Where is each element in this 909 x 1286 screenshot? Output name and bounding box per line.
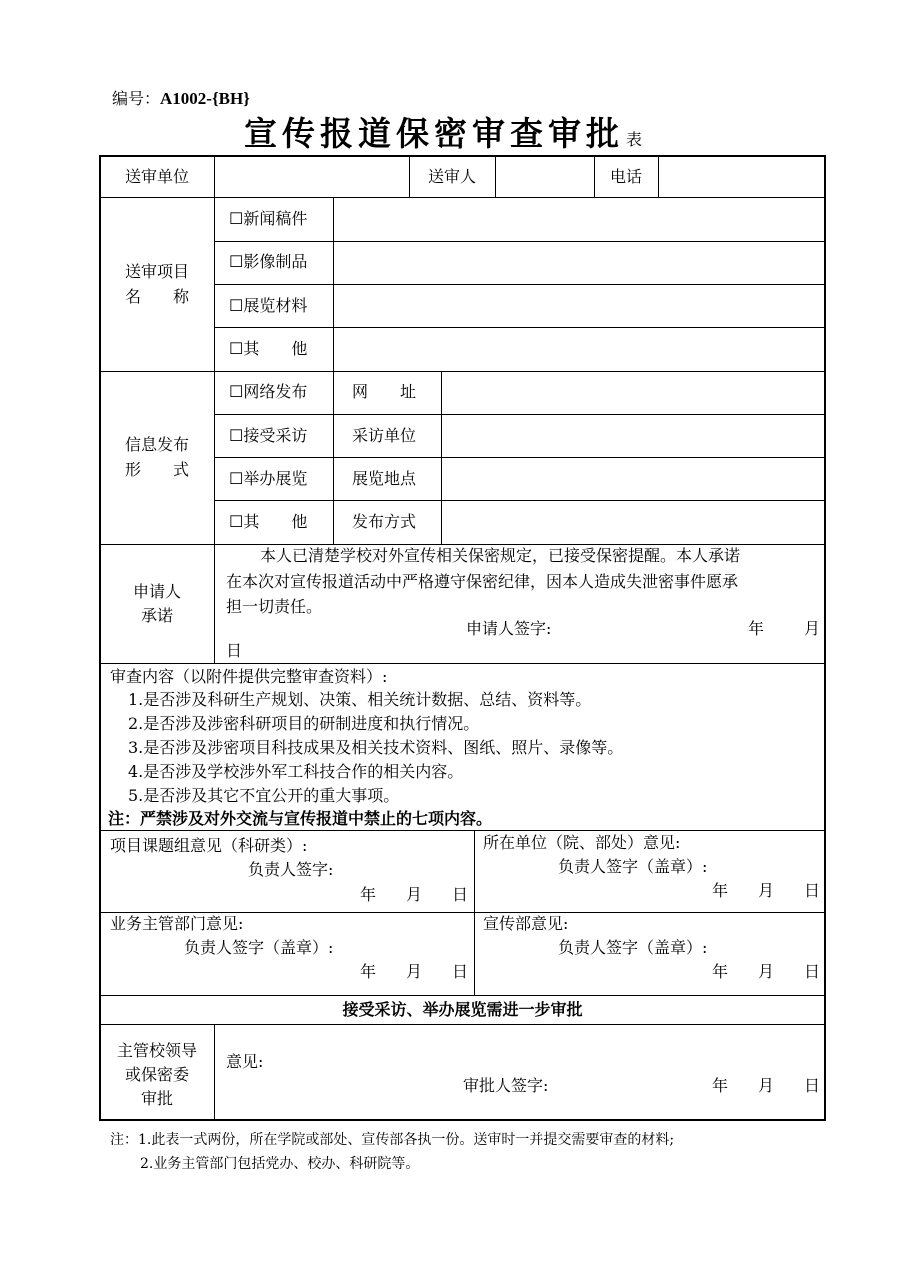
row-divider	[100, 912, 825, 913]
title-suffix: 表	[626, 130, 643, 149]
business-sign-label: 负责人签字（盖章）:	[184, 938, 334, 957]
review-heading: 审查内容（以附件提供完整审查资料）:	[110, 667, 388, 686]
release-option-interview[interactable]: ☐接受采访	[229, 426, 308, 445]
row-divider	[100, 197, 825, 198]
promise-day: 日	[226, 641, 243, 660]
promise-month: 月	[804, 619, 821, 638]
date-day: 日	[804, 1076, 821, 1095]
date-month: 月	[758, 1076, 775, 1095]
row-divider	[100, 663, 825, 664]
review-item: 3.是否涉及涉密项目科技成果及相关技术资料、图纸、照片、录像等。	[128, 738, 624, 757]
row-divider	[214, 284, 825, 285]
row-divider	[100, 371, 825, 372]
dept-sign-label: 负责人签字（盖章）:	[558, 857, 708, 876]
date-year: 年	[360, 962, 377, 981]
further-opinion-label: 意见:	[226, 1052, 264, 1071]
promise-text-line2: 在本次对宣传报道活动中严格遵守保密纪律，因本人造成失泄密事件愿承	[226, 572, 739, 591]
date-month: 月	[758, 881, 775, 900]
further-sign-label: 审批人签字:	[463, 1076, 549, 1095]
column-divider	[441, 371, 442, 544]
further-label-line1: 主管校领导	[116, 1041, 197, 1060]
date-year: 年	[712, 962, 729, 981]
phone-field[interactable]	[660, 158, 824, 196]
date-day: 日	[452, 962, 469, 981]
review-item: 5.是否涉及其它不宜公开的重大事项。	[128, 786, 400, 805]
document-number	[112, 86, 250, 109]
date-day: 日	[804, 962, 821, 981]
column-divider	[474, 830, 475, 995]
row-divider	[100, 544, 825, 545]
release-option-online[interactable]: ☐网络发布	[229, 382, 308, 401]
promise-text-line3: 担一切责任。	[226, 597, 323, 616]
unit-field[interactable]	[216, 158, 408, 196]
row-divider	[214, 327, 825, 328]
project-label-line1: 送审项目	[124, 262, 189, 281]
review-item: 4.是否涉及学校涉外军工科技合作的相关内容。	[128, 762, 464, 781]
review-item: 2.是否涉及涉密科研项目的研制进度和执行情况。	[128, 714, 480, 733]
release-field-interview-unit: 采访单位	[352, 426, 417, 445]
date-month: 月	[406, 962, 423, 981]
promise-year: 年	[748, 619, 765, 638]
date-day: 日	[452, 885, 469, 904]
publicity-opinion-label: 宣传部意见:	[483, 914, 569, 933]
further-approval-heading: 接受采访、举办展览需进一步审批	[342, 1000, 583, 1019]
column-divider	[214, 1024, 215, 1120]
footnote-line: 2.业务主管部门包括党办、校办、科研院等。	[140, 1156, 420, 1172]
project-option-news[interactable]: ☐新闻稿件	[229, 209, 308, 228]
release-label-line1: 信息发布	[124, 435, 189, 454]
row-divider	[100, 995, 825, 996]
release-field-method: 发布方式	[352, 512, 417, 531]
date-day: 日	[804, 881, 821, 900]
column-divider	[658, 156, 659, 197]
promise-sign-label: 申请人签字:	[466, 619, 552, 638]
promise-text-line1: 本人已清楚学校对外宣传相关保密规定，已接受保密提醒。本人承诺	[260, 546, 741, 565]
project-option-other[interactable]: ☐其 他	[229, 339, 308, 358]
document-number-label: 编号：	[112, 89, 161, 108]
project-group-opinion-label: 项目课题组意见（科研类）:	[110, 836, 308, 855]
row-divider	[214, 241, 825, 242]
footnotes	[110, 1128, 674, 1176]
review-item: 1.是否涉及科研生产规划、决策、相关统计数据、总结、资料等。	[128, 690, 592, 709]
release-field-exhibit-place: 展览地点	[352, 469, 417, 488]
phone-label: 电话	[609, 167, 642, 186]
project-option-video[interactable]: ☐影像制品	[229, 252, 308, 271]
business-opinion-label: 业务主管部门意见:	[110, 914, 244, 933]
row-divider	[100, 830, 825, 831]
review-note: 注：严禁涉及对外交流与宣传报道中禁止的七项内容。	[108, 809, 493, 828]
project-group-sign-label: 负责人签字:	[248, 860, 334, 879]
row-divider	[214, 500, 825, 501]
row-divider	[214, 414, 825, 415]
person-label: 送审人	[427, 167, 476, 186]
promise-label-line2: 承诺	[140, 606, 173, 625]
column-divider	[495, 156, 496, 197]
date-year: 年	[712, 1076, 729, 1095]
further-label-line2: 或保密委	[124, 1065, 189, 1084]
unit-label: 送审单位	[124, 167, 189, 186]
column-divider	[214, 156, 215, 664]
column-divider	[333, 197, 334, 544]
release-option-other[interactable]: ☐其 他	[229, 512, 308, 531]
title-text: 宣传报道保密审查审批	[244, 114, 624, 153]
dept-opinion-label: 所在单位（院、部处）意见:	[483, 833, 681, 852]
document-number-value: A1002-{BH}	[160, 89, 250, 108]
date-year: 年	[360, 885, 377, 904]
release-option-exhibition[interactable]: ☐举办展览	[229, 469, 308, 488]
release-label-line2: 形 式	[124, 460, 189, 479]
person-field[interactable]	[497, 158, 593, 196]
row-divider	[214, 457, 825, 458]
date-month: 月	[758, 962, 775, 981]
promise-label-line1: 申请人	[132, 582, 181, 601]
row-divider	[100, 1024, 825, 1025]
date-month: 月	[406, 885, 423, 904]
project-option-exhibit[interactable]: ☐展览材料	[229, 296, 308, 315]
date-year: 年	[712, 881, 729, 900]
further-label-line3: 审批	[140, 1089, 173, 1108]
publicity-sign-label: 负责人签字（盖章）:	[558, 938, 708, 957]
footnote-line: 注：1.此表一式两份，所在学院或部处、宣传部各执一份。送审时一并提交需要审查的材料;	[110, 1132, 675, 1148]
page-title	[244, 108, 642, 155]
release-field-url: 网 址	[352, 382, 417, 401]
project-label-line2: 名 称	[124, 287, 189, 306]
